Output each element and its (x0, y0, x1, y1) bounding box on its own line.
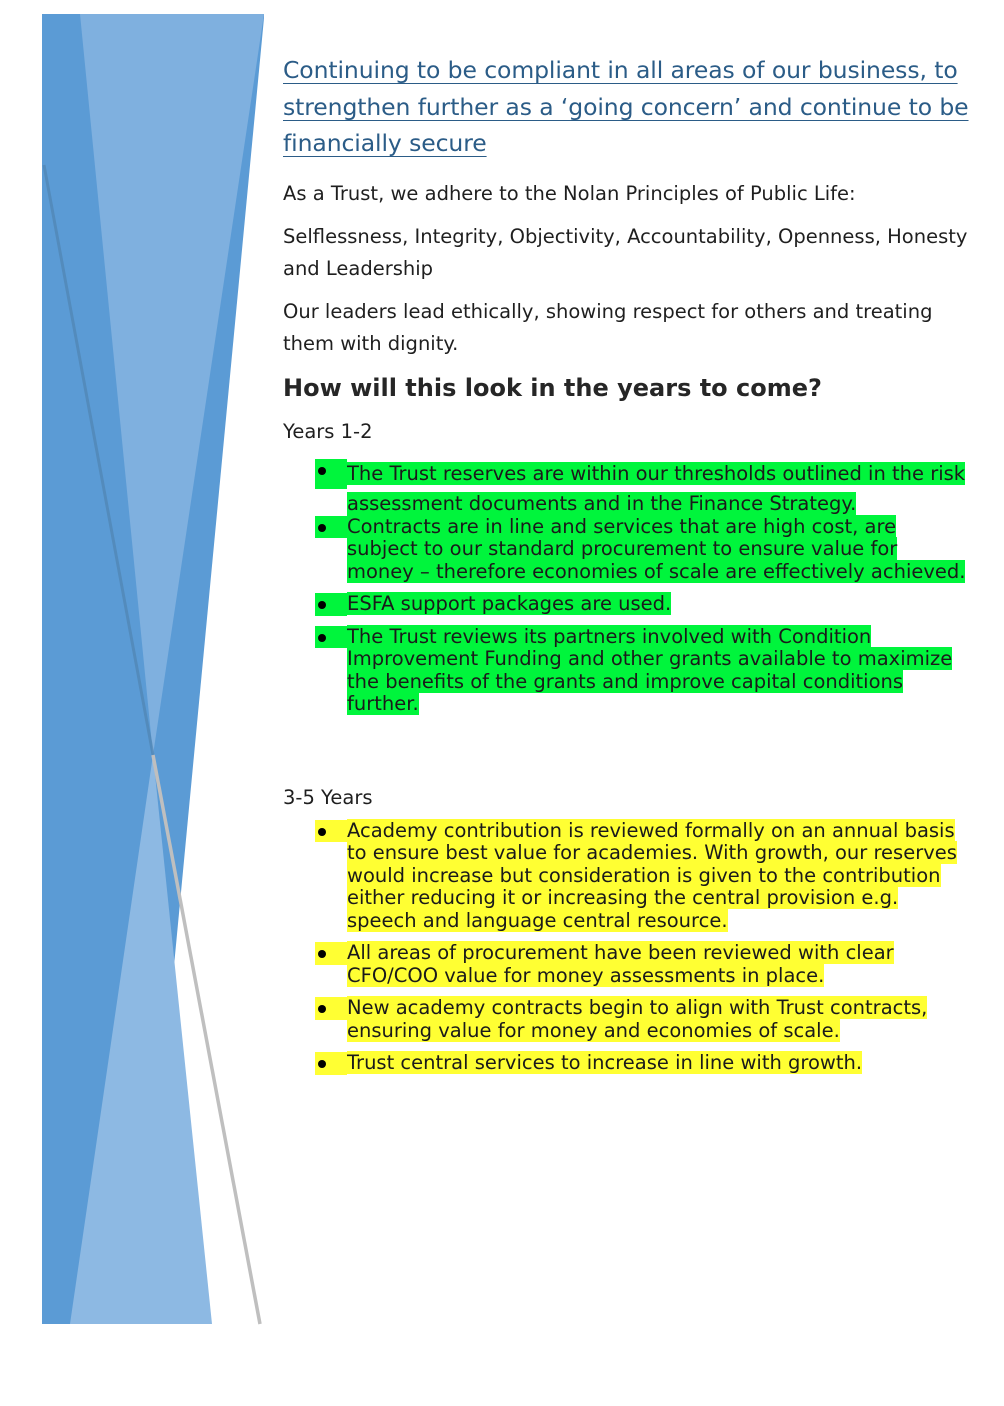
list-item (315, 626, 967, 716)
list-item-text: Contracts are in line and services that are high cost, are subject to our standard procurement to ensure value for money – therefore economies of scale are effectively achieved. (347, 514, 966, 583)
list-item (315, 516, 967, 584)
page-content (283, 52, 973, 1075)
list-item-text: All areas of procurement have been reviewed with clear CFO/COO value for money assessments in place. (347, 941, 894, 987)
years-3-5-list (315, 820, 967, 1075)
list-item (315, 1052, 967, 1075)
list-item-text: The Trust reserves are within our thresholds outlined in the risk assessment documents and in the Finance Strategy. (347, 461, 966, 515)
years-1-2-list (315, 459, 967, 716)
list-item (315, 459, 967, 519)
leaders-statement: Our leaders lead ethically, showing respect for others and treating them with dignity. (283, 299, 933, 355)
list-item (315, 997, 967, 1042)
future-question: How will this look in the years to come? (283, 373, 822, 402)
nolan-principles: Selflessness, Integrity, Objectivity, Accountability, Openness, Honesty and Leadership (283, 224, 968, 280)
years-3-5-label: 3-5 Years (283, 785, 373, 809)
list-item-text: Trust central services to increase in line with growth. (347, 1051, 863, 1074)
section-heading: Continuing to be compliant in all areas of our business, to strengthen further as a ‘going concern’ and continue to be financially secure (283, 56, 969, 157)
years-1-2-label: Years 1-2 (283, 419, 373, 443)
list-item (315, 593, 967, 616)
list-item (315, 942, 967, 987)
list-item (315, 820, 967, 933)
list-item-text: The Trust reviews its partners involved with Condition Improvement Funding and other grants available to maximize the benefits of the grants and improve capital conditions further. (347, 624, 953, 715)
nolan-intro: As a Trust, we adhere to the Nolan Principles of Public Life: (283, 181, 856, 205)
list-item-text: Academy contribution is reviewed formally on an annual basis to ensure best value for academies. With growth, our reserves would increase but consideration is given to the contribution either reducing it or increasing the central provision e.g. speech and language central resource. (347, 818, 957, 932)
list-item-text: ESFA support packages are used. (347, 592, 672, 615)
list-item-text: New academy contracts begin to align with Trust contracts, ensuring value for money and economies of scale. (347, 996, 928, 1042)
